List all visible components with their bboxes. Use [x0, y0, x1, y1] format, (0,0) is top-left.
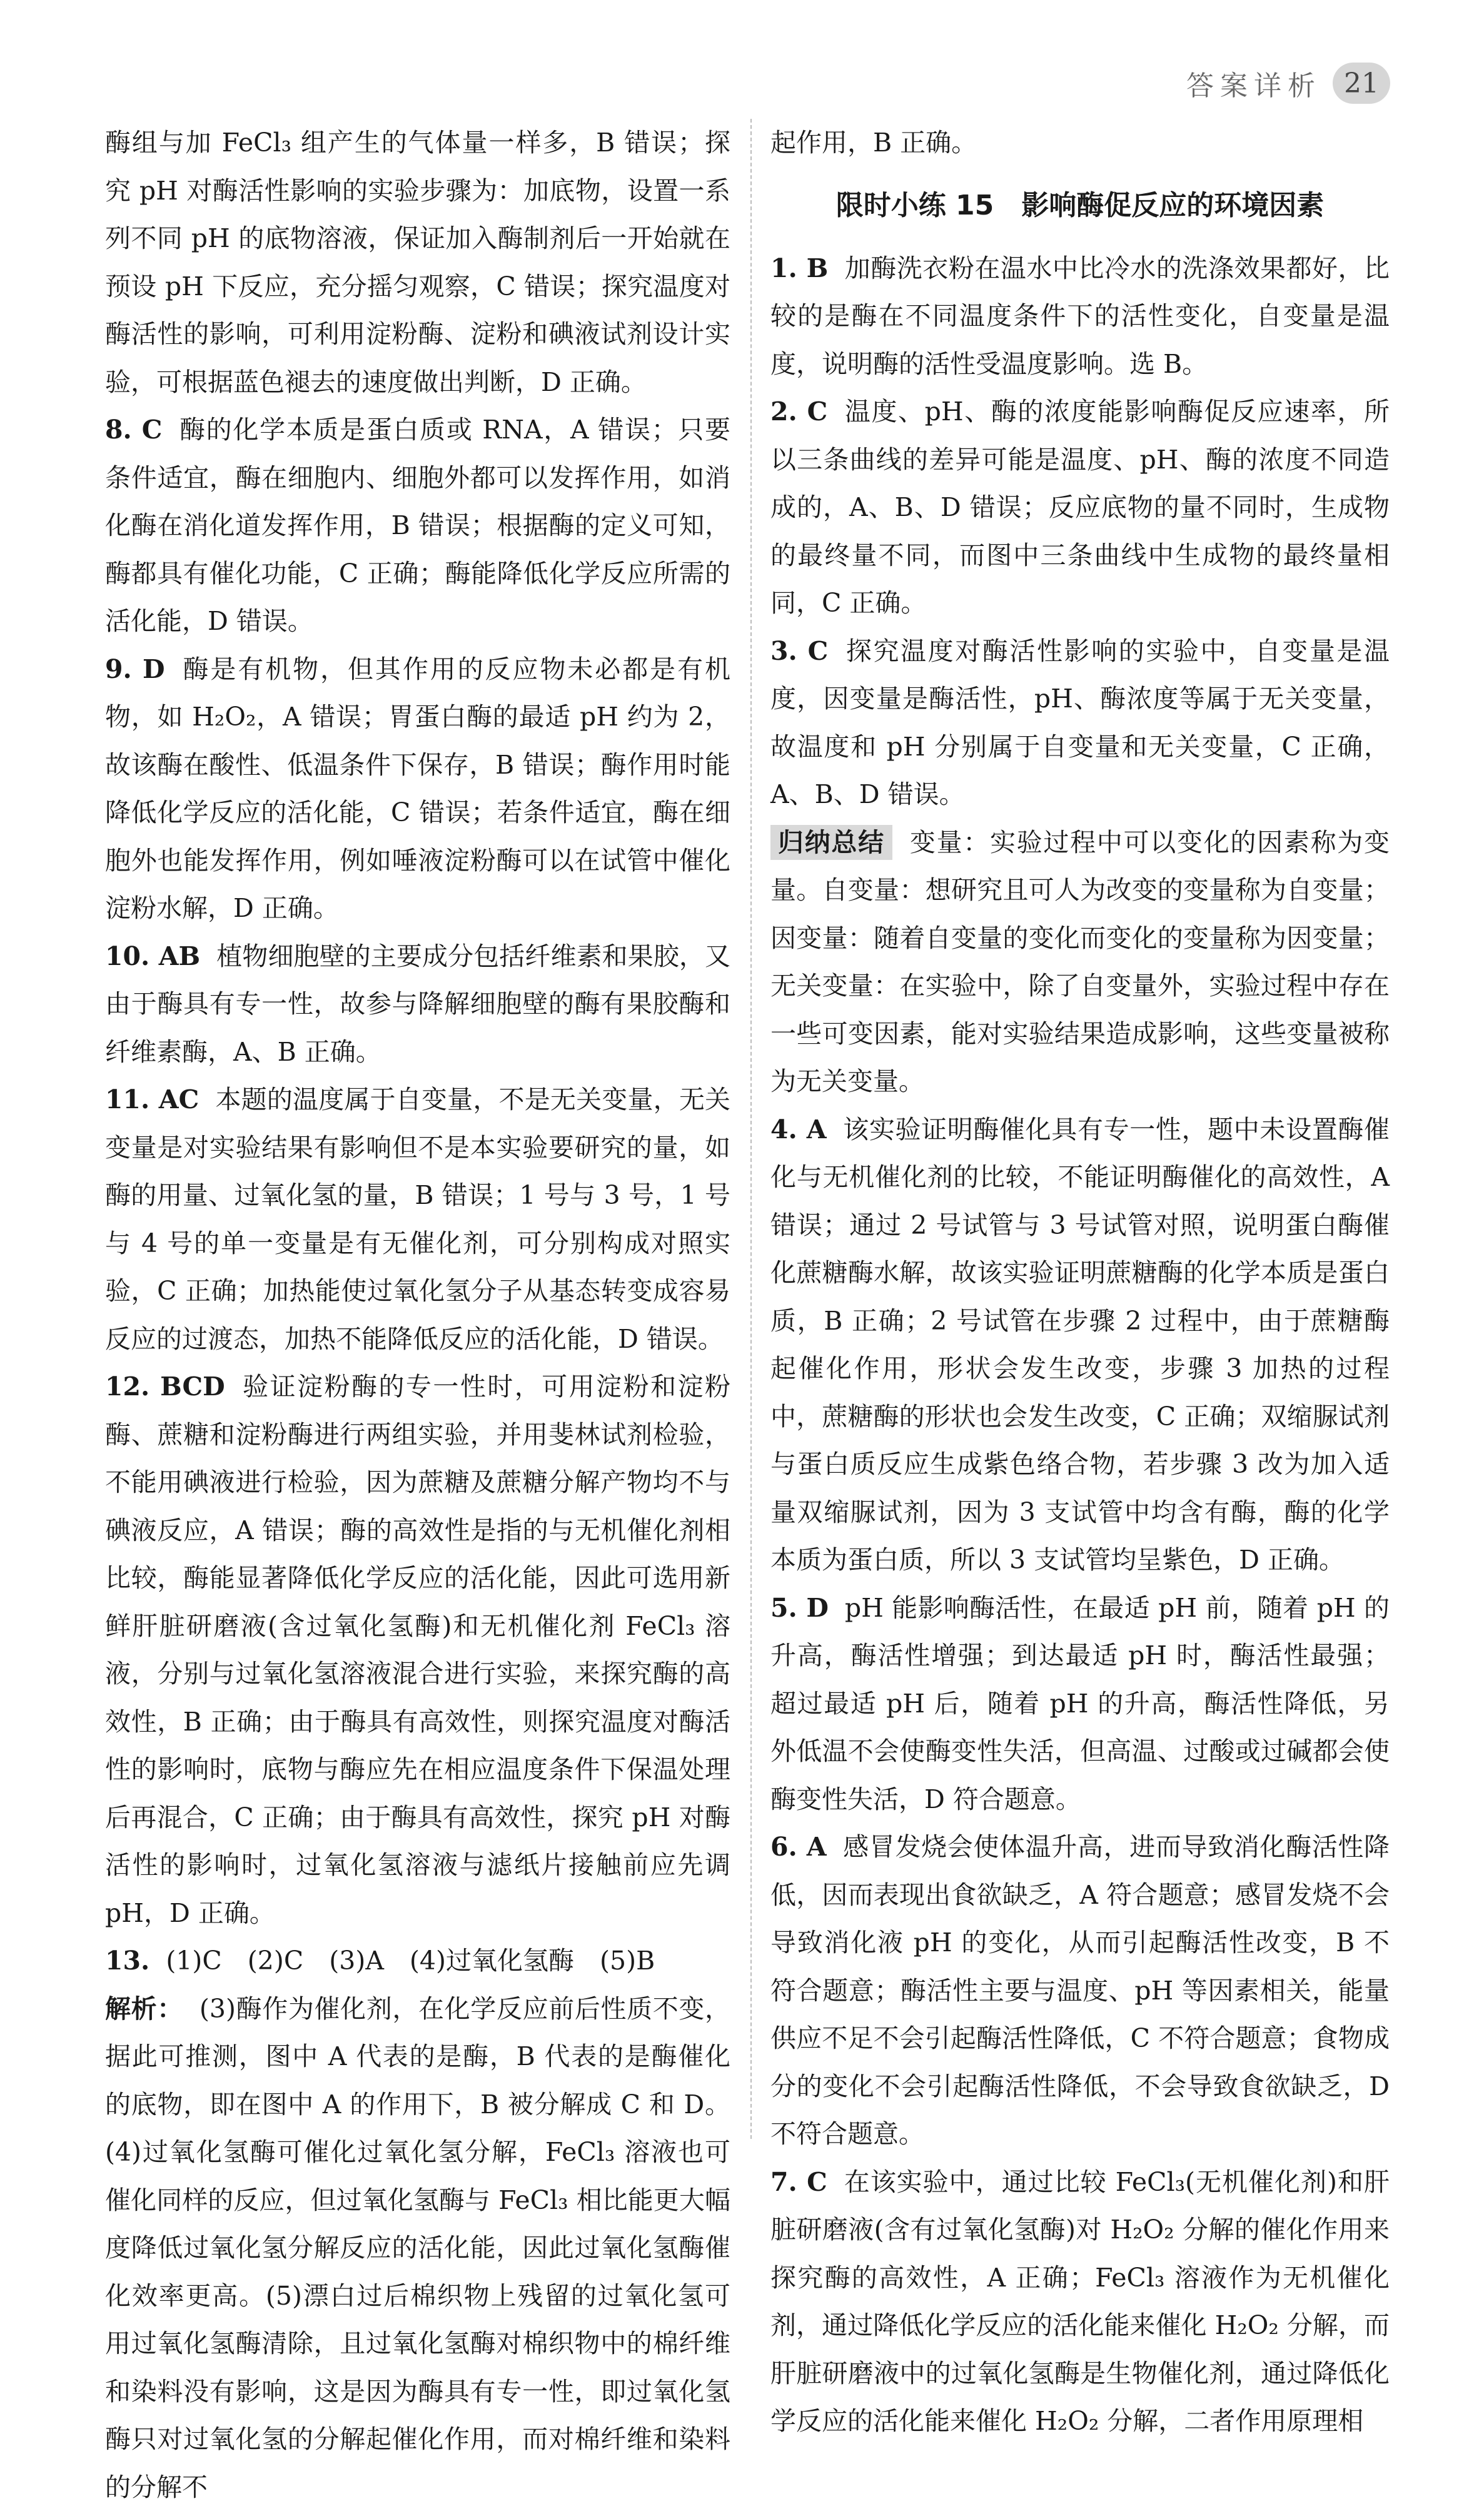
summary-tag: 归纳总结 — [770, 825, 892, 860]
answer-label: 8. C — [105, 415, 162, 445]
answer-label: 12. BCD — [105, 1372, 225, 1402]
answer-text: 酶组与加 FeCl₃ 组产生的气体量一样多，B 错误；探究 pH 对酶活性影响的实验步骤为：加底物，设置一系列不同 pH 的底物溶液，保证加入酶制剂后一开始就在预设 pH 下反应，充分摇匀观察，C 错误；探究温度对酶活性的影响，可利用淀粉酶、淀粉和碘液试剂设计实验，可根据蓝色褪去的速度做出判断，D 正确。 — [105, 128, 730, 397]
answer-item — [105, 645, 730, 932]
answer-item — [105, 1363, 730, 1937]
answer-text: 探究温度对酶活性影响的实验中，自变量是温度，因变量是酶活性，pH、酶浓度等属于无关变量，故温度和 pH 分别属于自变量和无关变量，C 正确，A、B、D 错误。 — [770, 636, 1390, 810]
answer-item — [770, 245, 1390, 388]
continuation-text: 起作用，B 正确。 — [770, 119, 1390, 167]
right-column — [770, 119, 1390, 2445]
answer-text: 酶的化学本质是蛋白质或 RNA，A 错误；只要条件适宜，酶在细胞内、细胞外都可以发挥作用，如消化酶在消化道发挥作用，B 错误；根据酶的定义可知，酶都具有催化功能，C 正确；酶能降低化学反应所需的活化能，D 错误。 — [105, 415, 730, 636]
summary-text: 变量：实验过程中可以变化的因素称为变量。自变量：想研究且可人为改变的变量称为自变量；因变量：随着自变量的变化而变化的变量称为因变量；无关变量：在实验中，除了自变量外，实验过程中存在一些可变因素，能对实验结果造成影响，这些变量被称为无关变量。 — [770, 827, 1390, 1097]
answer-item — [770, 1584, 1390, 1824]
answer-item — [105, 1985, 730, 2511]
answer-label: 解析： — [105, 1994, 183, 2024]
answer-item — [105, 1937, 730, 1985]
answer-text: 本题的温度属于自变量，不是无关变量，无关变量是对实验结果有影响但不是本实验要研究的量，如酶的用量、过氧化氢的量，B 错误；1 号与 3 号，1 号与 4 号的单一变量是有无催化剂，可分别构成对照实验，C 正确；加热能使过氧化氢分子从基态转变成容易反应的过渡态，加热不能降低反应的活化能，D 错误。 — [105, 1084, 730, 1354]
answer-item — [770, 627, 1390, 819]
answer-label: 10. AB — [105, 941, 200, 971]
summary-box — [770, 819, 1390, 1106]
column-divider — [750, 119, 752, 2139]
left-column — [105, 119, 730, 2511]
answer-text: 感冒发烧会使体温升高，进而导致消化酶活性降低，因而表现出食欲缺乏，A 符合题意；感冒发烧不会导致消化液 pH 的变化，从而引起酶活性改变，B 不符合题意；酶活性主要与温度、pH 等因素相关，能量供应不足不会引起酶活性降低，C 不符合题意；食物成分的变化不会引起酶活性降低，不会导致食欲缺乏，D 不符合题意。 — [770, 1832, 1390, 2149]
answer-text: 加酶洗衣粉在温水中比冷水的洗涤效果都好，比较的是酶在不同温度条件下的活性变化，自变量是温度，说明酶的活性受温度影响。选 B。 — [770, 253, 1390, 379]
answer-label: 6. A — [770, 1832, 827, 1862]
answer-label: 1. B — [770, 253, 828, 283]
page-number: 21 — [1333, 63, 1390, 104]
answer-label: 9. D — [105, 654, 165, 684]
answer-text: 酶是有机物，但其作用的反应物未必都是有机物，如 H₂O₂，A 错误；胃蛋白酶的最适 pH 约为 2，故该酶在酸性、低温条件下保存，B 错误；酶作用时能降低化学反应的活化能，C 错误；若条件适宜，酶在细胞外也能发挥作用，例如唾液淀粉酶可以在试管中催化淀粉水解，D 正确。 — [105, 654, 730, 924]
answer-label: 13. — [105, 1946, 149, 1976]
answer-label: 5. D — [770, 1593, 829, 1623]
answer-label: 3. C — [770, 636, 828, 666]
answer-text: (1)C (2)C (3)A (4)过氧化氢酶 (5)B — [166, 1946, 655, 1976]
header-title: 答案详析 — [1186, 63, 1321, 103]
answer-label: 11. AC — [105, 1084, 199, 1114]
answer-item — [770, 388, 1390, 627]
answer-text: (3)酶作为催化剂，在化学反应前后性质不变，据此可推测，图中 A 代表的是酶，B 代表的是酶催化的底物，即在图中 A 的作用下，B 被分解成 C 和 D。(4)过氧化氢酶可催化过氧化氢分解，FeCl₃ 溶液也可催化同样的反应，但过氧化氢酶与 FeCl₃ 相比能更大幅度降低过氧化氢分解反应的活化能，因此过氧化氢酶催化效率更高。(5)漂白过后棉织物上残留的过氧化氢可用过氧化氢酶清除，且过氧化氢酶对棉织物中的棉纤维和染料没有影响，这是因为酶具有专一性，即过氧化氢酶只对过氧化氢的分解起催化作用，而对棉纤维和染料的分解不 — [105, 1994, 730, 2502]
answer-text: 植物细胞壁的主要成分包括纤维素和果胶，又由于酶具有专一性，故参与降解细胞壁的酶有果胶酶和纤维素酶，A、B 正确。 — [105, 941, 730, 1067]
answer-text: 温度、pH、酶的浓度能影响酶促反应速率，所以三条曲线的差异可能是温度、pH、酶的浓度不同造成的，A、B、D 错误；反应底物的量不同时，生成物的最终量不同，而图中三条曲线中生成物的最终量相同，C 正确。 — [770, 397, 1390, 618]
answer-item — [105, 1076, 730, 1363]
answer-text: pH 能影响酶活性，在最适 pH 前，随着 pH 的升高，酶活性增强；到达最适 pH 时，酶活性最强；超过最适 pH 后，随着 pH 的升高，酶活性降低，另外低温不会使酶变性失活，但高温、过酸或过碱都会使酶变性失活，D 符合题意。 — [770, 1593, 1390, 1814]
section-title: 限时小练 15 影响酶促反应的环境因素 — [770, 181, 1390, 231]
answer-item — [105, 932, 730, 1076]
answer-text: 验证淀粉酶的专一性时，可用淀粉和淀粉酶、蔗糖和淀粉酶进行两组实验，并用斐林试剂检验，不能用碘液进行检验，因为蔗糖及蔗糖分解产物均不与碘液反应，A 错误；酶的高效性是指的与无机催化剂相比较，酶能显著降低化学反应的活化能，因此可选用新鲜肝脏研磨液(含过氧化氢酶)和无机催化剂 FeCl₃ 溶液，分别与过氧化氢溶液混合进行实验，来探究酶的高效性，B 正确；由于酶具有高效性，则探究温度对酶活性的影响时，底物与酶应先在相应温度条件下保温处理后再混合，C 正确；由于酶具有高效性，探究 pH 对酶活性的影响时，过氧化氢溶液与滤纸片接触前应先调 pH，D 正确。 — [105, 1372, 730, 1928]
answer-text: 该实验证明酶催化具有专一性，题中未设置酶催化与无机催化剂的比较，不能证明酶催化的高效性，A 错误；通过 2 号试管与 3 号试管对照，说明蛋白酶催化蔗糖酶水解，故该实验证明蔗糖酶的化学本质是蛋白质，B 正确；2 号试管在步骤 2 过程中，由于蔗糖酶起催化作用，形状会发生改变，步骤 3 加热的过程中，蔗糖酶的形状也会发生改变，C 正确；双缩脲试剂与蛋白质反应生成紫色络合物，若步骤 3 改为加入适量双缩脲试剂，因为 3 支试管中均含有酶，酶的化学本质为蛋白质，所以 3 支试管均呈紫色，D 正确。 — [770, 1114, 1390, 1575]
answer-label: 2. C — [770, 397, 827, 427]
answer-item — [105, 406, 730, 645]
answer-item — [105, 119, 730, 406]
answer-item — [770, 1106, 1390, 1584]
answer-item — [770, 2158, 1390, 2445]
answer-text: 在该实验中，通过比较 FeCl₃(无机催化剂)和肝脏研磨液(含有过氧化氢酶)对 H₂O₂ 分解的催化作用来探究酶的高效性，A 正确；FeCl₃ 溶液作为无机催化剂，通过降低化学反应的活化能来催化 H₂O₂ 分解，而肝脏研磨液中的过氧化氢酶是生物催化剂，通过降低化学反应的活化能来催化 H₂O₂ 分解，二者作用原理相 — [770, 2167, 1390, 2437]
answer-label: 4. A — [770, 1114, 827, 1144]
answer-label: 7. C — [770, 2167, 827, 2197]
answer-item — [770, 1823, 1390, 2158]
page-header — [1186, 63, 1390, 104]
